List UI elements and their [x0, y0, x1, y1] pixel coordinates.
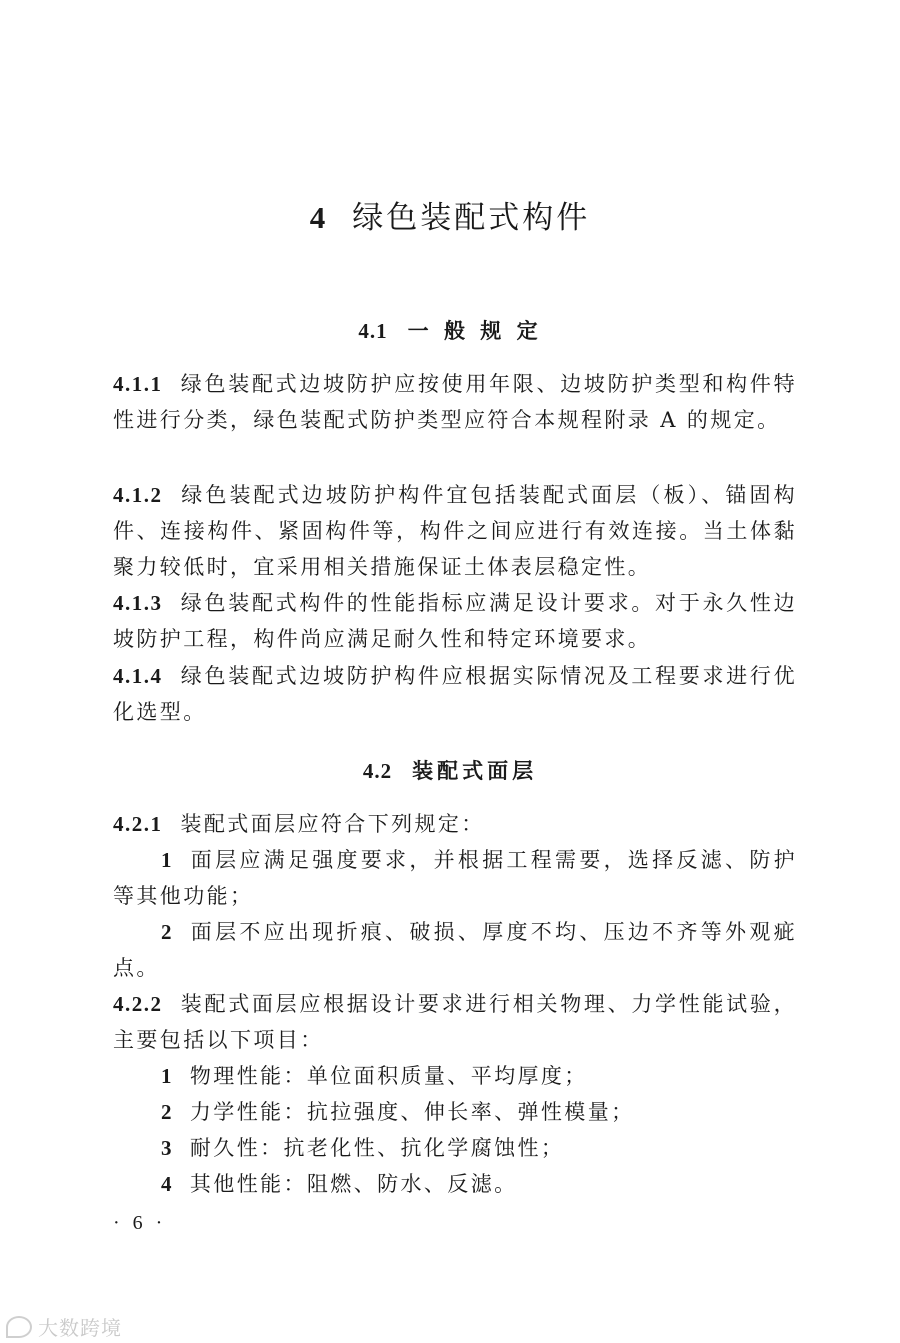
item-text: 物理性能：单位面积质量、平均厚度；: [189, 1064, 588, 1088]
item-text: 其他性能：阻燃、防水、反滤。: [189, 1172, 518, 1196]
clause-text: 装配式面层应符合下列规定：: [180, 812, 485, 836]
clause-number: 4.1.2: [113, 483, 163, 507]
section-title-text: 装配式面层: [412, 759, 538, 783]
section-4-2-title: [0, 755, 900, 785]
clause-number: 4.1.4: [113, 664, 163, 688]
item-number: 2: [161, 920, 174, 944]
clause-4-1-4: [113, 658, 797, 730]
item-text: 力学性能：抗拉强度、伸长率、弹性模量；: [189, 1100, 635, 1124]
watermark-logo-icon: [6, 1316, 32, 1338]
clause-number: 4.1.1: [113, 372, 163, 396]
list-item: [113, 1166, 797, 1202]
item-text: 面层不应出现折痕、破损、厚度不均、压边不齐等外观疵点。: [113, 920, 797, 980]
item-text: 面层应满足强度要求，并根据工程需要，选择反滤、防护等其他功能；: [113, 848, 797, 908]
clause-4-1-3: [113, 585, 797, 657]
list-item: [113, 914, 797, 986]
clause-text: 绿色装配式构件的性能指标应满足设计要求。对于永久性边坡防护工程，构件尚应满足耐久性和特定环境要求。: [113, 591, 797, 651]
section-title-text: 一 般 规 定: [407, 319, 542, 343]
section-4-1-title: [0, 315, 900, 345]
item-number: 1: [161, 848, 174, 872]
list-item: [113, 1058, 797, 1094]
clause-number: 4.2.1: [113, 812, 163, 836]
watermark-text: 大数跨境: [38, 1316, 122, 1340]
clause-text: 装配式面层应根据设计要求进行相关物理、力学性能试验，主要包括以下项目：: [113, 992, 797, 1052]
list-item: [113, 842, 797, 914]
clause-4-1-1: [113, 366, 797, 438]
clause-4-2-1: [113, 806, 797, 842]
section-number: 4.1: [358, 319, 388, 343]
item-number: 2: [161, 1100, 174, 1124]
item-number: 3: [161, 1136, 174, 1160]
clause-4-1-2: [113, 477, 797, 585]
list-item: [113, 1130, 797, 1166]
chapter-title-text: 绿色装配式构件: [352, 200, 591, 236]
clause-text: 绿色装配式边坡防护构件宜包括装配式面层（板）、锚固构件、连接构件、紧固构件等，构件之间应进行有效连接。当土体黏聚力较低时，宜采用相关措施保证土体表层稳定性。: [113, 483, 797, 579]
section-number: 4.2: [362, 759, 393, 783]
clause-text: 绿色装配式边坡防护应按使用年限、边坡防护类型和构件特性进行分类，绿色装配式防护类型应符合本规程附录 A 的规定。: [113, 372, 797, 432]
clause-number: 4.1.3: [113, 591, 163, 615]
chapter-title: [0, 192, 900, 237]
clause-text: 绿色装配式边坡防护构件应根据实际情况及工程要求进行优化选型。: [113, 664, 797, 724]
item-number: 1: [161, 1064, 174, 1088]
item-number: 4: [161, 1172, 174, 1196]
watermark: [6, 1312, 122, 1341]
clause-number: 4.2.2: [113, 992, 163, 1016]
list-item: [113, 1094, 797, 1130]
clause-4-2-2: [113, 986, 797, 1058]
item-text: 耐久性：抗老化性、抗化学腐蚀性；: [189, 1136, 565, 1160]
page-number: · 6 ·: [113, 1212, 167, 1234]
chapter-number: 4: [309, 200, 329, 235]
